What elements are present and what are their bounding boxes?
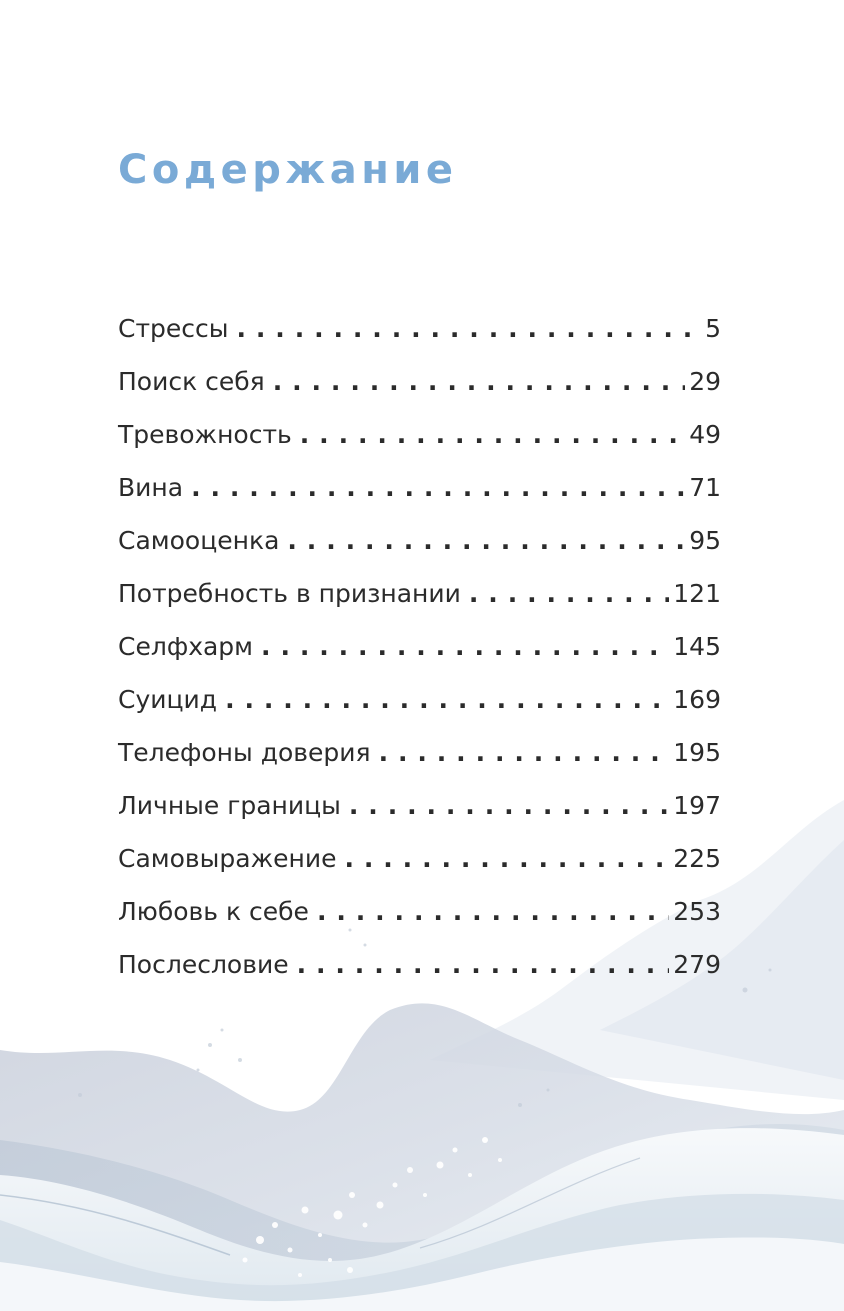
dot-leader bbox=[344, 832, 669, 885]
toc-entry-title: Суицид bbox=[118, 685, 218, 714]
toc-entry-title: Поиск себя bbox=[118, 367, 265, 396]
toc-entry[interactable] bbox=[118, 408, 721, 461]
dot-leader bbox=[237, 302, 702, 355]
toc-entry[interactable] bbox=[118, 567, 721, 620]
toc-entry[interactable] bbox=[118, 726, 721, 779]
toc-entry-page: 145 bbox=[673, 632, 721, 661]
toc-entry-page: 5 bbox=[705, 314, 721, 343]
dot-leader bbox=[261, 620, 669, 673]
toc-entry[interactable] bbox=[118, 832, 721, 885]
toc-entry-title: Самовыражение bbox=[118, 844, 337, 873]
dot-leader bbox=[349, 779, 669, 832]
dot-leader bbox=[469, 567, 669, 620]
toc-entry-title: Вина bbox=[118, 473, 184, 502]
toc-entry-title: Телефоны доверия bbox=[118, 738, 371, 767]
dot-leader bbox=[225, 673, 669, 726]
toc-entry-title: Стрессы bbox=[118, 314, 229, 343]
dot-leader bbox=[379, 726, 670, 779]
dot-leader bbox=[297, 938, 670, 991]
toc-entry-page: 279 bbox=[673, 950, 721, 979]
toc-entry[interactable] bbox=[118, 620, 721, 673]
toc-entry-title: Послесловие bbox=[118, 950, 289, 979]
toc-entry-page: 195 bbox=[673, 738, 721, 767]
toc-entry[interactable] bbox=[118, 673, 721, 726]
dot-leader bbox=[287, 514, 685, 567]
toc-entry[interactable] bbox=[118, 302, 721, 355]
toc-entry[interactable] bbox=[118, 514, 721, 567]
toc-entry-title: Селфхарм bbox=[118, 632, 254, 661]
toc-entry-page: 253 bbox=[673, 897, 721, 926]
toc-entry-title: Потребность в признании bbox=[118, 579, 461, 608]
toc-entry-title: Тревожность bbox=[118, 420, 292, 449]
dot-leader bbox=[317, 885, 669, 938]
dot-leader bbox=[273, 355, 685, 408]
dot-leader bbox=[191, 461, 685, 514]
toc-entry-page: 29 bbox=[689, 367, 721, 396]
toc-entry[interactable] bbox=[118, 938, 721, 991]
toc-entry-title: Личные границы bbox=[118, 791, 341, 820]
toc-entry-title: Самооценка bbox=[118, 526, 280, 555]
page-title: Содержание bbox=[118, 147, 458, 193]
toc-entry[interactable] bbox=[118, 461, 721, 514]
toc-entry[interactable] bbox=[118, 885, 721, 938]
dot-leader bbox=[300, 408, 685, 461]
toc-entry-page: 49 bbox=[689, 420, 721, 449]
toc-entry[interactable] bbox=[118, 779, 721, 832]
toc-entry-page: 71 bbox=[689, 473, 721, 502]
table-of-contents bbox=[118, 302, 721, 991]
toc-entry-title: Любовь к себе bbox=[118, 897, 309, 926]
toc-entry-page: 169 bbox=[673, 685, 721, 714]
toc-entry-page: 197 bbox=[673, 791, 721, 820]
toc-entry-page: 95 bbox=[689, 526, 721, 555]
toc-entry-page: 225 bbox=[673, 844, 721, 873]
toc-entry-page: 121 bbox=[673, 579, 721, 608]
toc-entry[interactable] bbox=[118, 355, 721, 408]
